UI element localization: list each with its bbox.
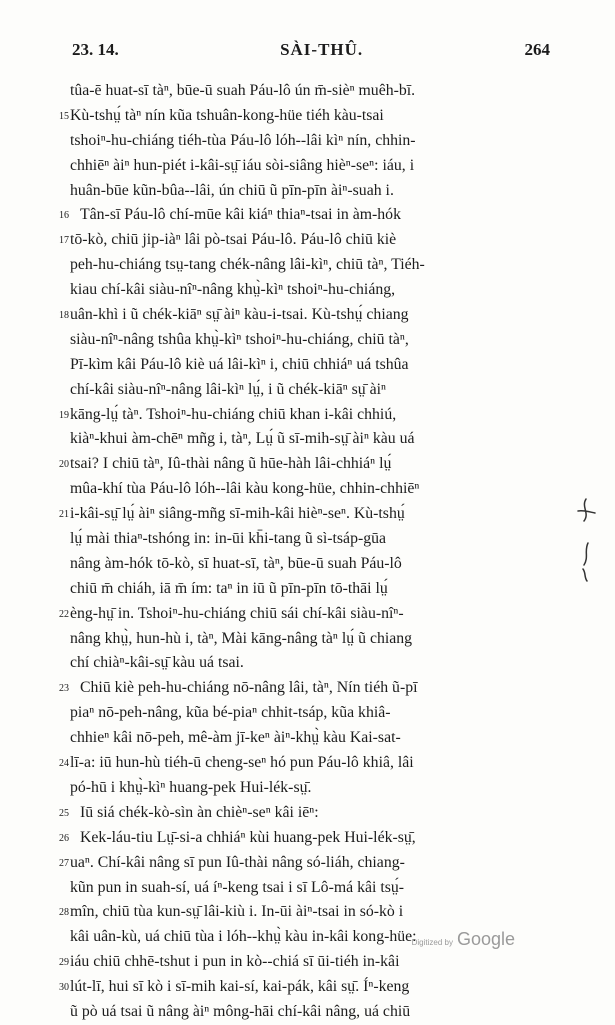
watermark-prefix: Digitized by <box>411 938 453 947</box>
line-text: Iū siá chék-kò-sìn àn chièⁿ-seⁿ kâi iēⁿ: <box>80 803 319 821</box>
text-line <box>70 278 554 303</box>
line-text: chiū m̄ chiáh, iā m̄ ím: taⁿ in iū ũ pīn-pīn tō-thāi lṳ́ <box>70 579 388 597</box>
verse-number: 17 <box>59 235 69 247</box>
watermark-brand: Google <box>456 929 515 949</box>
line-text: kāng-lṳ́ tàⁿ. Tshoiⁿ-hu-chiáng chiū khan i-kâi chhiú, <box>70 405 397 423</box>
text-line <box>59 851 554 876</box>
line-text: pó-hū i khṳ̀-kìⁿ huang-pek Hui-lék-sṳ̄. <box>70 778 312 796</box>
verse-number: 19 <box>59 409 69 421</box>
text-line <box>59 751 554 776</box>
text-line <box>70 577 554 602</box>
verse-number: 20 <box>59 459 69 471</box>
text-line <box>70 726 554 751</box>
line-text: kâi uân-kù, uá chiū tùa i lóh--khṳ̀ kàu in-kâi kong-hüe: <box>70 928 417 946</box>
verse-number: 29 <box>59 957 69 969</box>
scripture-text-body <box>59 79 554 1025</box>
line-text: i-kâi-sṳ̄ lṳ́ àiⁿ siâng-mñg sī-mih-kâi hièⁿ-seⁿ. Kù-tshṳ́ <box>70 505 405 523</box>
line-text: huân-būe kũn-bûa--lâi, ún chiū ũ pīn-pīn àiⁿ-suah i. <box>70 181 394 199</box>
line-text: chí-kâi siàu-nîⁿ-nâng lâi-kìⁿ lṳ́, i ũ chék-kiāⁿ sṳ̄ àiⁿ <box>70 380 386 398</box>
text-line <box>59 203 554 228</box>
handwritten-margin-mark <box>572 495 600 585</box>
text-line <box>59 502 554 527</box>
text-line <box>70 701 554 726</box>
book-title: SÀI-THÛ. <box>280 40 364 59</box>
verse-number: 27 <box>59 857 69 869</box>
text-line <box>59 676 554 701</box>
text-line <box>70 253 554 278</box>
text-line <box>70 776 554 801</box>
text-line <box>70 651 554 676</box>
text-line <box>59 975 554 1000</box>
digitization-watermark <box>412 929 515 950</box>
text-line <box>70 527 554 552</box>
running-header <box>72 40 550 60</box>
text-line <box>59 303 554 328</box>
line-text: piaⁿ nō-peh-nâng, kũa bé-piaⁿ chhit-tsáp, kũa khiâ- <box>70 704 391 722</box>
text-line <box>59 403 554 428</box>
verse-number: 23 <box>59 683 69 695</box>
verse-number: 25 <box>59 807 69 819</box>
text-line <box>59 950 554 975</box>
text-line <box>70 79 554 104</box>
line-text: iáu chiū chhē-tshut i pun in kò--chiá sī ūi-tiéh in-kâi <box>70 953 400 971</box>
line-text: mûa-khí tùa Páu-lô lóh--lâi kàu kong-hüe, chhin-chhiēⁿ <box>70 480 420 498</box>
line-text: lṳ́ mài thiaⁿ-tshóng in: in-ūi kh̄i-tang ũ sì-tsáp-gūa <box>70 530 387 548</box>
line-text: tsai? I chiū tàⁿ, Iû-thài nâng ũ hūe-hàh lâi-chhiáⁿ lṳ́ <box>70 455 392 473</box>
line-text: peh-hu-chiáng tsṳ-tang chék-nâng lâi-kìⁿ, chiū tàⁿ, Tiéh- <box>70 256 425 274</box>
text-line <box>70 154 554 179</box>
line-text: ũ pò uá tsai ũ nâng àiⁿ mông-hāi chí-kâi nâng, uá chiū <box>70 1002 411 1020</box>
verse-number: 22 <box>59 608 69 620</box>
text-line <box>70 378 554 403</box>
text-line <box>70 328 554 353</box>
line-text: uân-khì i ũ chék-kiāⁿ sṳ̄ àiⁿ kàu-i-tsai. Kù-tshṳ́ chiang <box>70 306 409 324</box>
text-line <box>70 552 554 577</box>
verse-number: 30 <box>59 982 69 994</box>
text-line <box>59 104 554 129</box>
text-line <box>70 129 554 154</box>
line-text: Kek-láu-tiu Lṳ̄-si-a chhiáⁿ kùi huang-pek Hui-lék-sṳ̄, <box>80 828 416 846</box>
line-text: tûa-ē huat-sī tàⁿ, būe-ū suah Páu-lô ún m̄-sièⁿ muêh-bī. <box>70 82 416 99</box>
line-text: kiau chí-kâi siàu-nîⁿ-nâng khṳ̀-kìⁿ tshoiⁿ-hu-chiáng, <box>70 281 396 299</box>
text-line <box>70 1000 554 1025</box>
verse-number: 15 <box>59 110 69 122</box>
line-text: nâng khṳ̀, hun-hù i, tàⁿ, Mài kāng-nâng tàⁿ lṳ́ ũ chiang <box>70 629 413 647</box>
text-line <box>59 228 554 253</box>
text-line <box>70 627 554 652</box>
text-line <box>70 427 554 452</box>
text-line <box>70 353 554 378</box>
line-text: chhiēⁿ àiⁿ hun-piét i-kâi-sṳ̄ iáu sòi-siâng hièⁿ-seⁿ: iáu, i <box>70 156 415 174</box>
line-text: Pī-kìm kâi Páu-lô kiè uá lâi-kìⁿ i, chiū chhiáⁿ uá tshûa <box>70 355 409 373</box>
line-text: lī-a: iū hun-hù tiéh-ū cheng-seⁿ hó pun Páu-lô khiâ, lâi <box>70 754 414 772</box>
verse-number: 16 <box>59 210 69 222</box>
verse-number: 21 <box>59 509 69 521</box>
line-text: Tân-sī Páu-lô chí-mūe kâi kiáⁿ thiaⁿ-tsai in àm-hók <box>80 206 401 224</box>
line-text: uaⁿ. Chí-kâi nâng sī pun Iû-thài nâng só-liáh, chiang- <box>70 853 405 871</box>
line-text: lút-lī, hui sī kò i sī-mih kai-sí, kai-pák, kâi sṳ̄. Íⁿ-keng <box>70 978 410 996</box>
text-line <box>59 900 554 925</box>
line-text: mîn, chiū tùa kun-sṳ̄ lâi-kiù i. In-ūi àiⁿ-tsai in só-kò i <box>70 903 404 921</box>
text-line <box>59 602 554 627</box>
line-text: èng-hṳ̄ in. Tshoiⁿ-hu-chiáng chiū sái chí-kâi siàu-nîⁿ- <box>70 604 404 622</box>
line-text: kũn pun in suah-sí, uá íⁿ-keng tsai i sī Lô-má kâi tsṳ́- <box>70 878 405 896</box>
verse-number: 24 <box>59 758 69 770</box>
line-text: siàu-nîⁿ-nâng tshûa khṳ̀-kìⁿ tshoiⁿ-hu-chiáng, chiū tàⁿ, <box>70 330 409 348</box>
line-text: tshoiⁿ-hu-chiáng tiéh-tùa Páu-lô lóh--lâi kìⁿ nín, chhin- <box>70 131 416 149</box>
line-text: chí chiàⁿ-kâi-sṳ̄ kàu uá tsai. <box>70 654 244 672</box>
text-line <box>59 452 554 477</box>
text-line <box>70 876 554 901</box>
line-text: chhieⁿ kâi nō-peh, mê-àm jī-keⁿ àiⁿ-khṳ̀ kàu Kai-sat- <box>70 729 401 747</box>
chapter-verse-reference: 23. 14. <box>72 40 119 59</box>
verse-number: 28 <box>59 907 69 919</box>
text-line <box>59 801 554 826</box>
verse-number: 18 <box>59 310 69 322</box>
line-text: kiàⁿ-khui àm-chēⁿ mñg i, tàⁿ, Lṳ́ ũ sī-mih-sṳ̄ àiⁿ kàu uá <box>70 430 415 448</box>
text-line <box>70 477 554 502</box>
line-text: nâng àm-hók tō-kò, sī huat-sī, tàⁿ, būe-ū suah Páu-lô <box>70 554 402 572</box>
verse-number: 26 <box>59 832 69 844</box>
line-text: tō-kò, chiū jip-iàⁿ lâi pò-tsai Páu-lô. Páu-lô chiū kiè <box>70 231 397 249</box>
line-text: Chiū kiè peh-hu-chiáng nō-nâng lâi, tàⁿ, Nín tiéh ũ-pī <box>80 679 418 697</box>
text-line <box>70 179 554 204</box>
page-number: 264 <box>524 40 550 59</box>
text-line <box>59 826 554 851</box>
line-text: Kù-tshṳ́ tàⁿ nín kũa tshuân-kong-hüe tiéh kàu-tsai <box>70 106 384 124</box>
